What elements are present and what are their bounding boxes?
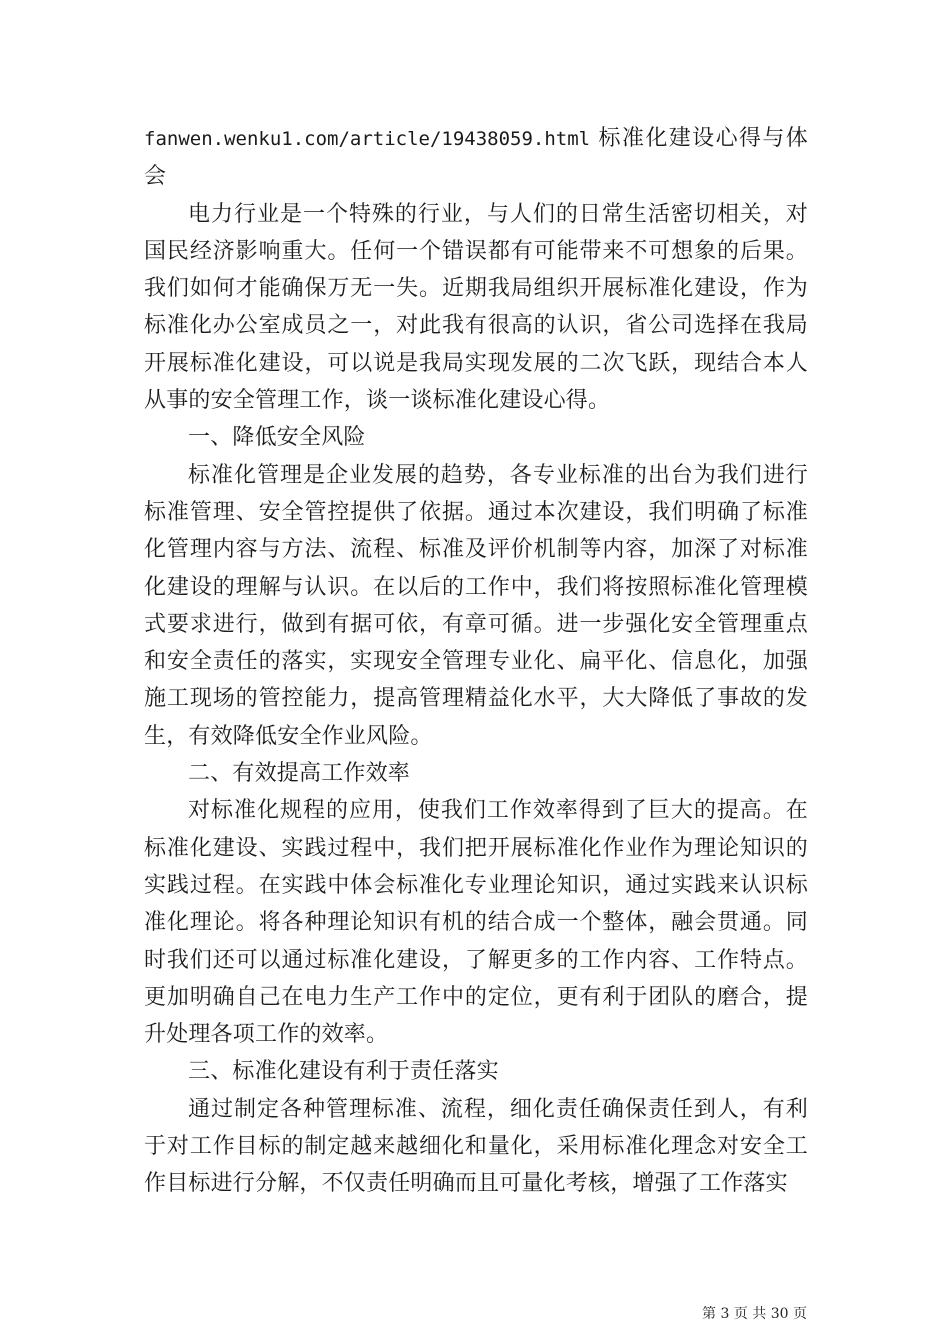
paragraph-section-2: 对标准化规程的应用，使我们工作效率得到了巨大的提高。在标准化建设、实践过程中，我们把开展标准化作业作为理论知识的实践过程。在实践中体会标准化专业理论知识，通过实践来认识标准化理论。将各种理论知识有机的结合成一个整体，融会贯通。同时我们还可以通过标准化建设，了解更多的工作内容、工作特点。更加明确自己在电力生产工作中的定位，更有利于团队的磨合，提升处理各项工作的效率。 xyxy=(144,798,808,1048)
section-heading-2: 二、有效提高工作效率 xyxy=(188,761,411,787)
paragraph-section-3: 通过制定各种管理标准、流程，细化责任确保责任到人，有利于对工作目标的制定越来越细化和量化，采用标准化理念对安全工作目标进行分解，不仅责任明确而且可量化考核，增强了工作落实 xyxy=(144,1096,808,1197)
section-heading-1: 一、降低安全风险 xyxy=(188,425,366,451)
document-title: 标准化建设心得与体会 xyxy=(144,126,808,190)
document-title-line xyxy=(144,120,808,196)
document-body xyxy=(144,120,808,1203)
section-heading-3: 三、标准化建设有利于责任落实 xyxy=(188,1059,499,1085)
paragraph-section-1: 标准化管理是企业发展的趋势，各专业标准的出台为我们进行标准管理、安全管控提供了依据。通过本次建设，我们明确了标准化管理内容与方法、流程、标准及评价机制等内容，加深了对标准化建设的理解与认识。在以后的工作中，我们将按照标准化管理模式要求进行，做到有据可依，有章可循。进一步强化安全管理重点和安全责任的落实，实现安全管理专业化、扁平化、信息化，加强施工现场的管控能力，提高管理精益化水平，大大降低了事故的发生，有效降低安全作业风险。 xyxy=(144,462,808,749)
page-number-footer: 第 3 页 共 30 页 xyxy=(702,1306,807,1322)
paragraph-intro: 电力行业是一个特殊的行业，与人们的日常生活密切相关，对国民经济影响重大。任何一个错误都有可能带来不可想象的后果。我们如何才能确保万无一失。近期我局组织开展标准化建设，作为标准化办公室成员之一，对此我有很高的认识，省公司选择在我局开展标准化建设，可以说是我局实现发展的二次飞跃，现结合本人从事的安全管理工作，谈一谈标准化建设心得。 xyxy=(144,201,808,414)
header-url[interactable]: fanwen.wenku1.com/article/19438059.html xyxy=(144,128,591,150)
